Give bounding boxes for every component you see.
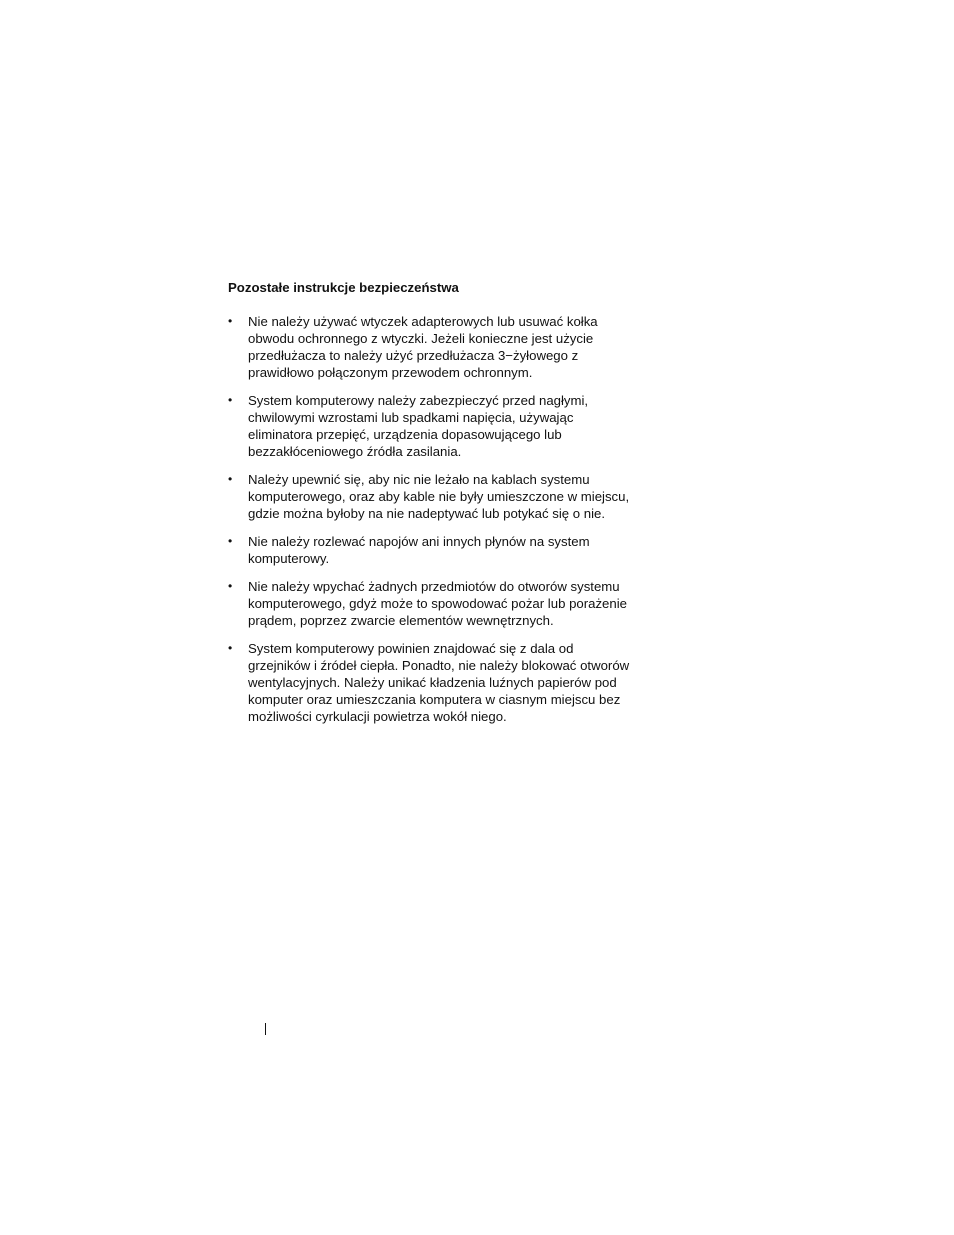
list-item-line: eliminatora przepięć, urządzenia dopasowującego lub	[248, 427, 562, 442]
list-item-line: komputerowego, oraz aby kable nie były umieszczone w miejscu,	[248, 489, 630, 504]
section-heading: Pozostałe instrukcje bezpieczeństwa	[228, 280, 459, 295]
bullet-icon: •	[228, 314, 233, 328]
page-margin-bar	[265, 1023, 266, 1035]
bullet-icon: •	[228, 534, 233, 548]
list-item-line: komputer oraz umieszczania komputera w ciasnym miejscu bez	[248, 692, 621, 707]
list-item-line: chwilowymi wzrostami lub spadkami napięcia, używając	[248, 410, 574, 425]
list-item	[228, 313, 668, 381]
list-item-line: Nie należy używać wtyczek adapterowych lub usuwać kołka	[248, 314, 598, 329]
list-item-line: System komputerowy należy zabezpieczyć przed nagłymi,	[248, 393, 589, 408]
list-item	[228, 471, 668, 522]
list-item-line: prądem, poprzez zwarcie elementów wewnętrznych.	[248, 613, 554, 628]
bullet-icon: •	[228, 393, 233, 407]
list-item-line: przedłużacza to należy użyć przedłużacza 3−żyłowego z	[248, 348, 579, 363]
list-item	[228, 640, 668, 725]
bullet-icon: •	[228, 579, 233, 593]
list-item-line: Należy upewnić się, aby nic nie leżało na kablach systemu	[248, 472, 590, 487]
list-item-line: gdzie można byłoby na nie nadeptywać lub potykać się o nie.	[248, 506, 606, 521]
bullet-icon: •	[228, 472, 233, 486]
list-item-line: wentylacyjnych. Należy unikać kładzenia luźnych papierów pod	[248, 675, 617, 690]
list-item-line: bezzakłóceniowego źródła zasilania.	[248, 444, 462, 459]
list-item	[228, 533, 668, 567]
list-item-line: komputerowy.	[248, 551, 330, 566]
list-item-line: komputerowego, gdyż może to spowodować pożar lub porażenie	[248, 596, 627, 611]
list-item-line: Nie należy rozlewać napojów ani innych płynów na system	[248, 534, 590, 549]
list-item-line: prawidłowo połączonym przewodem ochronnym.	[248, 365, 533, 380]
list-item	[228, 578, 668, 629]
bullet-icon: •	[228, 641, 233, 655]
list-item-line: grzejników i źródeł ciepła. Ponadto, nie należy blokować otworów	[248, 658, 630, 673]
list-item	[228, 392, 668, 460]
list-item-line: System komputerowy powinien znajdować się z dala od	[248, 641, 574, 656]
safety-instructions-list	[228, 313, 668, 736]
list-item-line: Nie należy wpychać żadnych przedmiotów do otworów systemu	[248, 579, 620, 594]
list-item-line: obwodu ochronnego z wtyczki. Jeżeli konieczne jest użycie	[248, 331, 594, 346]
list-item-line: możliwości cyrkulacji powietrza wokół niego.	[248, 709, 507, 724]
